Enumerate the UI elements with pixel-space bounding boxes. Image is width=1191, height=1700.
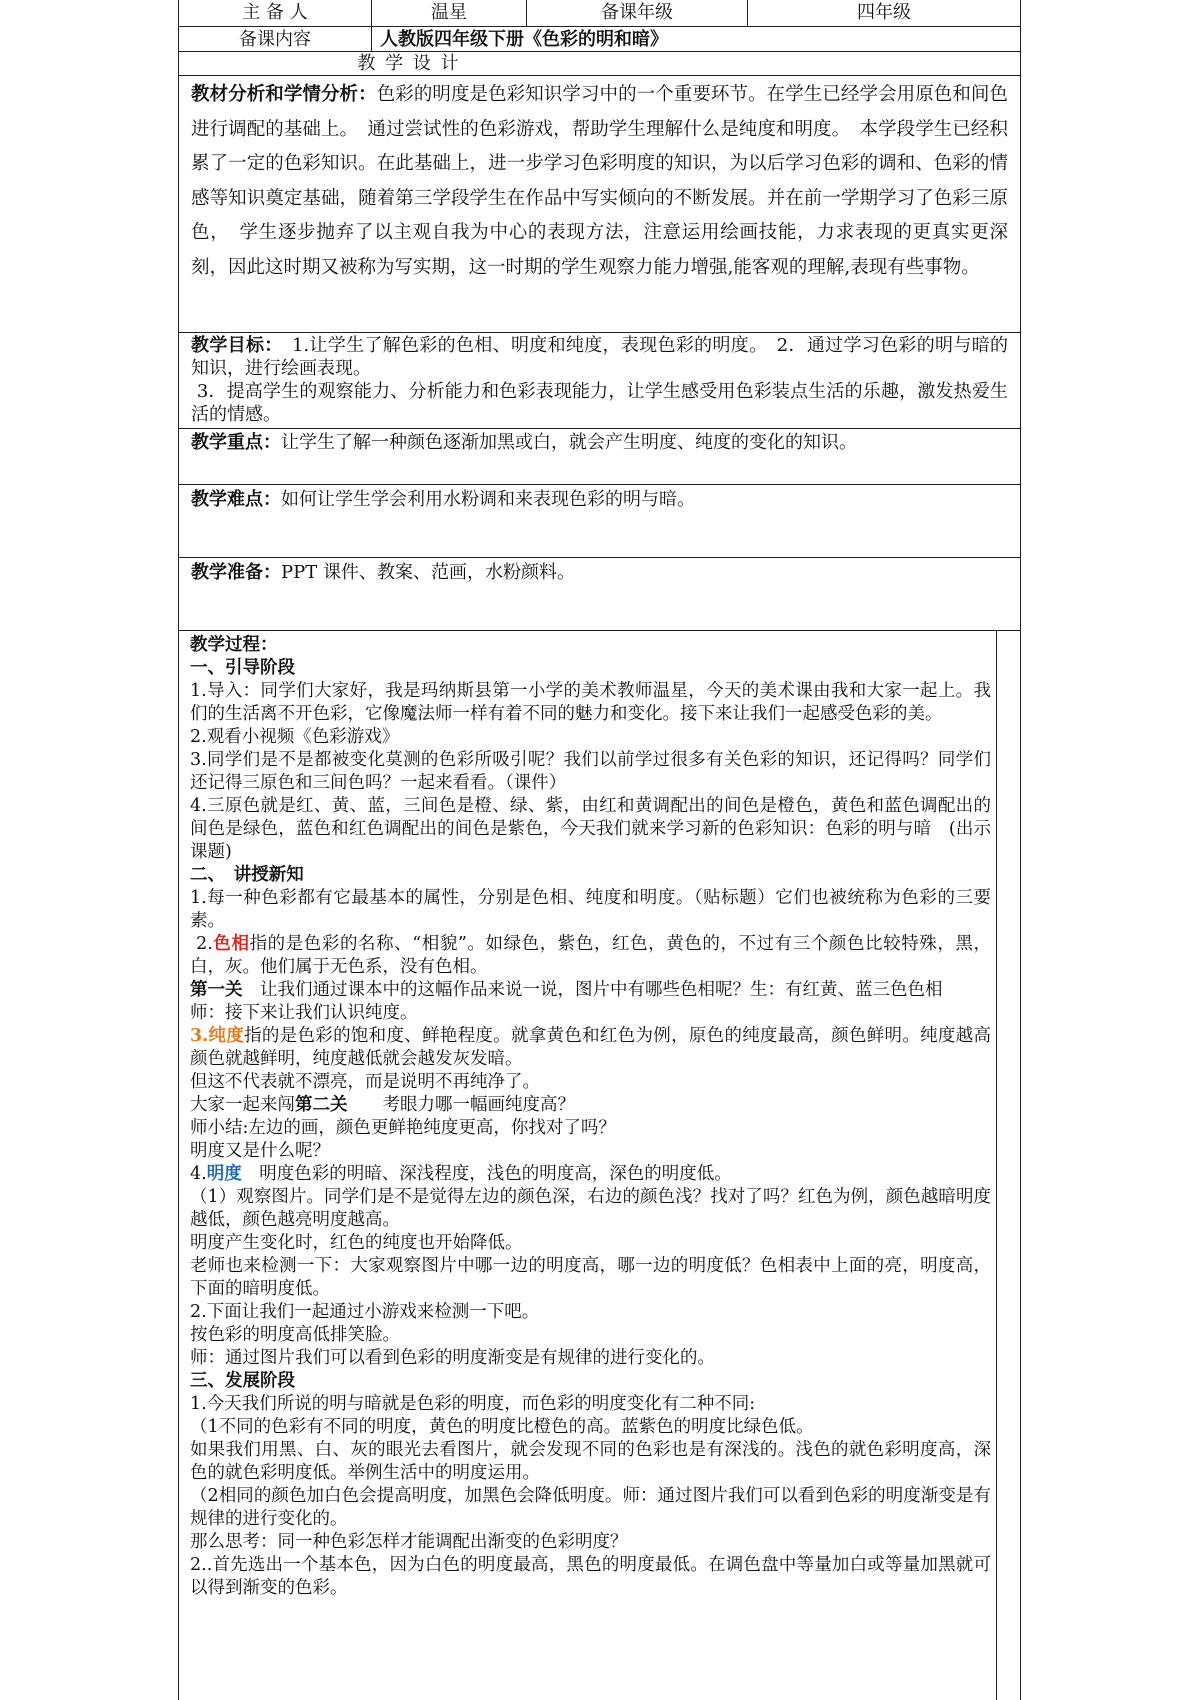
process-item: 但这不代表就不漂亮，而是说明不再纯净了。: [190, 1072, 540, 1092]
process-item: 如果我们用黑、白、灰的眼光去看图片，就会发现不同的色彩也是有深浅的。浅色的就色彩明度高，深色的就色彩明度低。举例生活中的明度运用。: [190, 1440, 991, 1483]
process-content: [190, 634, 991, 1600]
stage-1-heading: 一、引导阶段: [190, 658, 295, 678]
process-item: 2.色相指的是色彩的名称、“相貌”。如绿色，紫色，红色，黄色的，不过有三个颜色比较特殊，黑，白，灰。他们属于无色系，没有色相。: [190, 934, 992, 977]
cell-grade-value: [747, 0, 1021, 27]
brightness-highlight: 明度: [206, 1164, 242, 1184]
cell-lead-label: [178, 0, 372, 27]
difficulty-text: 教学难点：如何让学生学会利用水粉调和来表现色彩的明与暗。: [191, 489, 695, 510]
process-item: 师：通过图片我们可以看到色彩的明度渐变是有规律的进行变化的。: [190, 1348, 715, 1368]
analysis-section: [178, 75, 1021, 333]
process-item: 明度产生变化时，红色的纯度也开始降低。: [190, 1233, 523, 1253]
process-item: 那么思考：同一种色彩怎样才能调配出渐变的色彩明度？: [190, 1532, 628, 1552]
grade-value: 四年级: [857, 2, 911, 23]
process-item: 1.导入：同学们大家好，我是玛纳斯县第一小学的美术教师温星，今天的美术课由我和大家一起上。我们的生活离不开色彩，它像魔法师一样有着不同的魅力和变化。接下来让我们一起感受色彩的美。: [190, 681, 991, 724]
stage-3-heading: 三、发展阶段: [190, 1371, 295, 1391]
process-item: 1.每一种色彩都有它最基本的属性，分别是色相、纯度和明度。（贴标题）它们也被统称为色彩的三要素。: [190, 888, 991, 931]
hue-highlight: 色相: [212, 934, 250, 954]
process-item: （2相同的颜色加白色会提高明度，加黑色会降低明度。师：通过图片我们可以看到色彩的明度渐变是有规律的进行变化的。: [190, 1486, 991, 1529]
process-item: 2.下面让我们一起通过小游戏来检测一下吧。: [190, 1302, 540, 1322]
design-title-row: [178, 51, 1021, 76]
cell-lead-value: [371, 0, 527, 27]
process-item: 师小结:左边的画，颜色更鲜艳纯度更高，你找对了吗？: [190, 1118, 616, 1138]
process-item: 第一关 让我们通过课本中的这幅作品来说一说，图片中有哪些色相呢？生：有红黄、蓝三色色相: [190, 980, 943, 1000]
process-right-rule: [996, 630, 997, 1700]
cell-grade-label: [526, 0, 748, 27]
process-item: 3.同学们是不是都被变化莫测的色彩所吸引呢？我们以前学过很多有关色彩的知识，还记得吗？同学们还记得三原色和三间色吗？一起来看看。（课件）: [190, 750, 991, 793]
process-item: 师：接下来让我们认识纯度。: [190, 1003, 418, 1023]
prep-text: 教学准备：PPT 课件、教案、范画，水粉颜料。: [191, 562, 575, 583]
process-item: （1不同的色彩有不同的明度，黄色的明度比橙色的高。蓝紫色的明度比绿色低。: [190, 1417, 814, 1437]
lead-teacher-value: 温星: [431, 2, 467, 23]
design-title: 教 学 设 计: [357, 53, 461, 74]
process-item: 1.今天我们所说的明与暗就是色彩的明度，而色彩的明度变化有二种不同:: [190, 1394, 756, 1414]
grade-label: 备课年级: [601, 2, 673, 23]
process-item: 2.观看小视频《色彩游戏》: [190, 727, 400, 747]
cell-content-value: [371, 26, 1021, 52]
analysis-text: 教材分析和学情分析：色彩的明度是色彩知识学习中的一个重要环节。在学生已经学会用原色和间色进行调配的基础上。 通过尝试性的色彩游戏，帮助学生理解什么是纯度和明度。 本学段学生已经积累了一定的色彩知识。在此基础上，进一步学习色彩明度的知识，为以后学习色彩的调和、色彩的情感等知识奠定基础，随着第三学段学生在作品中写实倾向的不断发展。并在前一学期学习了色彩三原色， 学生逐步抛弃了以主观自我为中心的表现方法，注意运用绘画技能，力求表现的更真实更深刻，因此这时期又被称为写实期，这一时期的学生观察力能力增强,能客观的理解,表现有些事物。: [191, 84, 1008, 278]
goals-section: [178, 332, 1021, 429]
process-item: 3.纯度指的是色彩的饱和度、鲜艳程度。就拿黄色和红色为例，原色的纯度最高，颜色鲜明。纯度越高颜色就越鲜明，纯度越低就会越发灰发暗。: [190, 1026, 991, 1069]
process-label: 教学过程：: [190, 635, 278, 655]
goals-text: 教学目标： 1.让学生了解色彩的色相、明度和纯度，表现色彩的明度。 2．通过学习色彩的明与暗的知识，进行绘画表现。 3．提高学生的观察能力、分析能力和色彩表现能力，让学生感受用色彩装点生活的乐趣，激发热爱生活的情感。: [191, 335, 1009, 425]
process-item: 按色彩的明度高低排笑脸。: [190, 1325, 400, 1345]
lesson-plan-table: [178, 0, 1021, 1684]
content-value: 人教版四年级下册《色彩的明和暗》: [380, 29, 668, 50]
key-point-text: 教学重点：让学生了解一种颜色逐渐加黑或白，就会产生明度、纯度的变化的知识。: [191, 432, 857, 453]
cell-content-label: [178, 26, 372, 52]
difficulty-section: [178, 484, 1021, 558]
prep-section: [178, 557, 1021, 631]
lead-teacher-label: 主 备 人: [242, 2, 308, 23]
stage-2-heading: 二、 讲授新知: [190, 865, 304, 885]
process-item: 老师也来检测一下：大家观察图片中哪一边的明度高，哪一边的明度低？色相表中上面的亮，明度高，下面的暗明度低。: [190, 1256, 991, 1299]
process-item: 大家一起来闯第二关 考眼力哪一幅画纯度高？: [190, 1095, 575, 1115]
process-item: （1）观察图片。同学们是不是觉得左边的颜色深，右边的颜色浅？找对了吗？红色为例，颜色越暗明度越低，颜色越亮明度越高。: [190, 1187, 991, 1230]
saturation-highlight: 3.纯度: [190, 1026, 245, 1046]
key-point-section: [178, 428, 1021, 485]
content-label: 备课内容: [239, 29, 311, 50]
process-item: 4.三原色就是红、黄、蓝，三间色是橙、绿、紫，由红和黄调配出的间色是橙色，黄色和蓝色调配出的间色是绿色，蓝色和红色调配出的间色是紫色，今天我们就来学习新的色彩知识：色彩的明与暗 (出示课题): [190, 796, 991, 862]
process-item: 明度又是什么呢？: [190, 1141, 330, 1161]
process-item: 4.明度 明度色彩的明暗、深浅程度，浅色的明度高，深色的明度低。: [190, 1164, 732, 1184]
process-item: 2..首先选出一个基本色，因为白色的明度最高，黑色的明度最低。在调色盘中等量加白或等量加黑就可以得到渐变的色彩。: [190, 1555, 991, 1598]
